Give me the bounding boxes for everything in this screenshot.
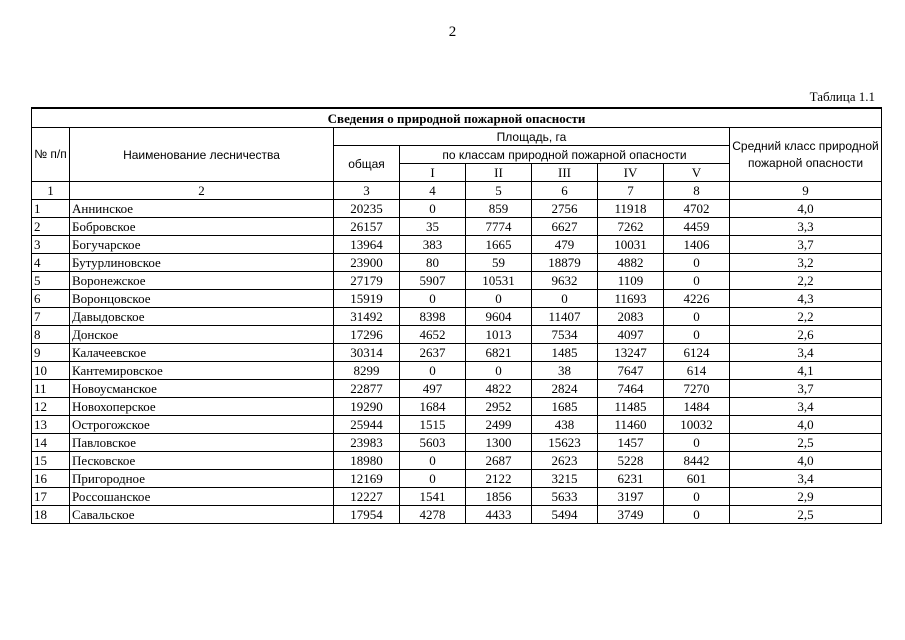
class-2-area-cell: 4822: [466, 380, 532, 398]
forestry-name-cell: Давыдовское: [70, 308, 334, 326]
row-number-cell: 2: [32, 218, 70, 236]
column-number: 8: [664, 182, 730, 200]
header-area: Площадь, га: [334, 128, 730, 146]
row-number-cell: 5: [32, 272, 70, 290]
total-area-cell: 30314: [334, 344, 400, 362]
forestry-name-cell: Россошанское: [70, 488, 334, 506]
class-3-area-cell: 0: [532, 290, 598, 308]
class-3-area-cell: 2824: [532, 380, 598, 398]
class-1-area-cell: 1541: [400, 488, 466, 506]
forestry-name-cell: Острогожское: [70, 416, 334, 434]
forestry-name-cell: Бобровское: [70, 218, 334, 236]
row-number-cell: 9: [32, 344, 70, 362]
class-5-area-cell: 0: [664, 506, 730, 524]
avg-class-cell: 2,6: [730, 326, 882, 344]
total-area-cell: 31492: [334, 308, 400, 326]
class-4-area-cell: 4882: [598, 254, 664, 272]
class-2-area-cell: 0: [466, 362, 532, 380]
header-avg-class: Средний класс природной пожарной опасности: [730, 128, 882, 182]
class-4-area-cell: 10031: [598, 236, 664, 254]
class-2-area-cell: 1300: [466, 434, 532, 452]
table-row: [32, 416, 882, 434]
class-2-area-cell: 0: [466, 290, 532, 308]
avg-class-cell: 4,0: [730, 416, 882, 434]
class-5-area-cell: 4702: [664, 200, 730, 218]
header-name: Наименование лесничества: [70, 128, 334, 182]
avg-class-cell: 3,4: [730, 398, 882, 416]
avg-class-cell: 2,2: [730, 272, 882, 290]
class-5-area-cell: 0: [664, 308, 730, 326]
header-by-classes: по классам природной пожарной опасности: [400, 146, 730, 164]
class-1-area-cell: 0: [400, 362, 466, 380]
total-area-cell: 19290: [334, 398, 400, 416]
class-4-area-cell: 6231: [598, 470, 664, 488]
total-area-cell: 22877: [334, 380, 400, 398]
class-2-area-cell: 2687: [466, 452, 532, 470]
class-3-area-cell: 5494: [532, 506, 598, 524]
class-5-area-cell: 8442: [664, 452, 730, 470]
class-1-area-cell: 0: [400, 290, 466, 308]
column-number: 4: [400, 182, 466, 200]
avg-class-cell: 4,0: [730, 200, 882, 218]
column-number: 9: [730, 182, 882, 200]
class-4-area-cell: 7647: [598, 362, 664, 380]
class-4-area-cell: 7464: [598, 380, 664, 398]
class-5-area-cell: 7270: [664, 380, 730, 398]
column-number: 5: [466, 182, 532, 200]
class-5-area-cell: 0: [664, 326, 730, 344]
forestry-name-cell: Воронцовское: [70, 290, 334, 308]
class-1-area-cell: 35: [400, 218, 466, 236]
class-5-area-cell: 1484: [664, 398, 730, 416]
class-4-area-cell: 2083: [598, 308, 664, 326]
table-row: [32, 254, 882, 272]
class-5-area-cell: 0: [664, 254, 730, 272]
class-3-area-cell: 5633: [532, 488, 598, 506]
class-2-area-cell: 10531: [466, 272, 532, 290]
table-row: [32, 218, 882, 236]
class-1-area-cell: 4278: [400, 506, 466, 524]
class-3-area-cell: 7534: [532, 326, 598, 344]
table-row: [32, 326, 882, 344]
class-5-area-cell: 10032: [664, 416, 730, 434]
avg-class-cell: 3,3: [730, 218, 882, 236]
class-5-area-cell: 601: [664, 470, 730, 488]
total-area-cell: 8299: [334, 362, 400, 380]
avg-class-cell: 2,5: [730, 434, 882, 452]
avg-class-cell: 3,2: [730, 254, 882, 272]
class-4-area-cell: 11918: [598, 200, 664, 218]
column-number: 3: [334, 182, 400, 200]
table-row: [32, 470, 882, 488]
class-4-area-cell: 1109: [598, 272, 664, 290]
class-3-area-cell: 6627: [532, 218, 598, 236]
avg-class-cell: 3,4: [730, 470, 882, 488]
header-class-3: III: [532, 164, 598, 182]
column-number: 1: [32, 182, 70, 200]
avg-class-cell: 4,0: [730, 452, 882, 470]
table-row: [32, 308, 882, 326]
class-3-area-cell: 1485: [532, 344, 598, 362]
row-number-cell: 17: [32, 488, 70, 506]
class-2-area-cell: 9604: [466, 308, 532, 326]
column-numbers-row: [32, 182, 882, 200]
class-1-area-cell: 1684: [400, 398, 466, 416]
class-4-area-cell: 1457: [598, 434, 664, 452]
class-5-area-cell: 0: [664, 434, 730, 452]
header-class-5: V: [664, 164, 730, 182]
table-row: [32, 488, 882, 506]
class-2-area-cell: 2122: [466, 470, 532, 488]
column-number: 7: [598, 182, 664, 200]
table-row: [32, 434, 882, 452]
class-5-area-cell: 0: [664, 272, 730, 290]
class-5-area-cell: 4226: [664, 290, 730, 308]
class-5-area-cell: 1406: [664, 236, 730, 254]
row-number-cell: 3: [32, 236, 70, 254]
avg-class-cell: 4,1: [730, 362, 882, 380]
table-row: [32, 290, 882, 308]
class-5-area-cell: 614: [664, 362, 730, 380]
table-caption: Таблица 1.1: [809, 89, 875, 104]
row-number-cell: 12: [32, 398, 70, 416]
total-area-cell: 23900: [334, 254, 400, 272]
class-4-area-cell: 11460: [598, 416, 664, 434]
table-row: [32, 272, 882, 290]
row-number-cell: 6: [32, 290, 70, 308]
class-2-area-cell: 59: [466, 254, 532, 272]
class-3-area-cell: 1685: [532, 398, 598, 416]
table-row: [32, 344, 882, 362]
header-class-1: I: [400, 164, 466, 182]
total-area-cell: 18980: [334, 452, 400, 470]
table-title-row: [32, 108, 882, 128]
column-number: 2: [70, 182, 334, 200]
forestry-name-cell: Павловское: [70, 434, 334, 452]
total-area-cell: 12169: [334, 470, 400, 488]
class-3-area-cell: 38: [532, 362, 598, 380]
class-1-area-cell: 497: [400, 380, 466, 398]
forestry-name-cell: Кантемировское: [70, 362, 334, 380]
avg-class-cell: 2,5: [730, 506, 882, 524]
class-4-area-cell: 5228: [598, 452, 664, 470]
table-row: [32, 452, 882, 470]
avg-class-cell: 3,7: [730, 236, 882, 254]
class-5-area-cell: 0: [664, 488, 730, 506]
class-1-area-cell: 2637: [400, 344, 466, 362]
class-5-area-cell: 4459: [664, 218, 730, 236]
class-2-area-cell: 1665: [466, 236, 532, 254]
header-class-2: II: [466, 164, 532, 182]
class-1-area-cell: 0: [400, 470, 466, 488]
class-2-area-cell: 2952: [466, 398, 532, 416]
class-1-area-cell: 5603: [400, 434, 466, 452]
row-number-cell: 16: [32, 470, 70, 488]
column-number: 6: [532, 182, 598, 200]
total-area-cell: 12227: [334, 488, 400, 506]
class-4-area-cell: 11485: [598, 398, 664, 416]
row-number-cell: 10: [32, 362, 70, 380]
total-area-cell: 17296: [334, 326, 400, 344]
table-body: [32, 200, 882, 524]
class-3-area-cell: 3215: [532, 470, 598, 488]
class-3-area-cell: 11407: [532, 308, 598, 326]
total-area-cell: 13964: [334, 236, 400, 254]
row-number-cell: 7: [32, 308, 70, 326]
forestry-name-cell: Новоусманское: [70, 380, 334, 398]
table-row: [32, 380, 882, 398]
class-2-area-cell: 2499: [466, 416, 532, 434]
forestry-name-cell: Богучарское: [70, 236, 334, 254]
row-number-cell: 1: [32, 200, 70, 218]
class-2-area-cell: 4433: [466, 506, 532, 524]
forestry-name-cell: Песковское: [70, 452, 334, 470]
table-row: [32, 200, 882, 218]
class-2-area-cell: 1013: [466, 326, 532, 344]
class-4-area-cell: 11693: [598, 290, 664, 308]
class-3-area-cell: 438: [532, 416, 598, 434]
row-number-cell: 13: [32, 416, 70, 434]
forestry-name-cell: Донское: [70, 326, 334, 344]
class-1-area-cell: 5907: [400, 272, 466, 290]
class-4-area-cell: 4097: [598, 326, 664, 344]
class-3-area-cell: 479: [532, 236, 598, 254]
class-1-area-cell: 8398: [400, 308, 466, 326]
class-1-area-cell: 1515: [400, 416, 466, 434]
table-row: [32, 506, 882, 524]
total-area-cell: 15919: [334, 290, 400, 308]
class-3-area-cell: 18879: [532, 254, 598, 272]
header-total: общая: [334, 146, 400, 182]
class-1-area-cell: 383: [400, 236, 466, 254]
total-area-cell: 26157: [334, 218, 400, 236]
class-3-area-cell: 9632: [532, 272, 598, 290]
row-number-cell: 15: [32, 452, 70, 470]
table-row: [32, 398, 882, 416]
forestry-name-cell: Калачеевское: [70, 344, 334, 362]
row-number-cell: 4: [32, 254, 70, 272]
class-4-area-cell: 3197: [598, 488, 664, 506]
row-number-cell: 14: [32, 434, 70, 452]
row-number-cell: 11: [32, 380, 70, 398]
table-title: Сведения о природной пожарной опасности: [32, 108, 882, 128]
total-area-cell: 17954: [334, 506, 400, 524]
class-1-area-cell: 4652: [400, 326, 466, 344]
page-number: 2: [448, 24, 457, 40]
class-1-area-cell: 0: [400, 200, 466, 218]
class-3-area-cell: 2756: [532, 200, 598, 218]
class-5-area-cell: 6124: [664, 344, 730, 362]
forestry-name-cell: Бутурлиновское: [70, 254, 334, 272]
avg-class-cell: 3,7: [730, 380, 882, 398]
class-4-area-cell: 7262: [598, 218, 664, 236]
avg-class-cell: 3,4: [730, 344, 882, 362]
fire-danger-table: [31, 107, 882, 524]
class-2-area-cell: 1856: [466, 488, 532, 506]
class-4-area-cell: 13247: [598, 344, 664, 362]
row-number-cell: 8: [32, 326, 70, 344]
forestry-name-cell: Аннинское: [70, 200, 334, 218]
total-area-cell: 25944: [334, 416, 400, 434]
total-area-cell: 23983: [334, 434, 400, 452]
class-3-area-cell: 15623: [532, 434, 598, 452]
forestry-name-cell: Воронежское: [70, 272, 334, 290]
row-number-cell: 18: [32, 506, 70, 524]
class-2-area-cell: 6821: [466, 344, 532, 362]
forestry-name-cell: Новохоперское: [70, 398, 334, 416]
total-area-cell: 27179: [334, 272, 400, 290]
class-3-area-cell: 2623: [532, 452, 598, 470]
forestry-name-cell: Савальское: [70, 506, 334, 524]
header-row-1: [32, 128, 882, 146]
forestry-name-cell: Пригородное: [70, 470, 334, 488]
avg-class-cell: 2,9: [730, 488, 882, 506]
avg-class-cell: 2,2: [730, 308, 882, 326]
header-num: № п/п: [32, 128, 70, 182]
class-1-area-cell: 0: [400, 452, 466, 470]
header-class-4: IV: [598, 164, 664, 182]
class-1-area-cell: 80: [400, 254, 466, 272]
avg-class-cell: 4,3: [730, 290, 882, 308]
class-4-area-cell: 3749: [598, 506, 664, 524]
table-row: [32, 236, 882, 254]
total-area-cell: 20235: [334, 200, 400, 218]
class-2-area-cell: 859: [466, 200, 532, 218]
class-2-area-cell: 7774: [466, 218, 532, 236]
table-row: [32, 362, 882, 380]
